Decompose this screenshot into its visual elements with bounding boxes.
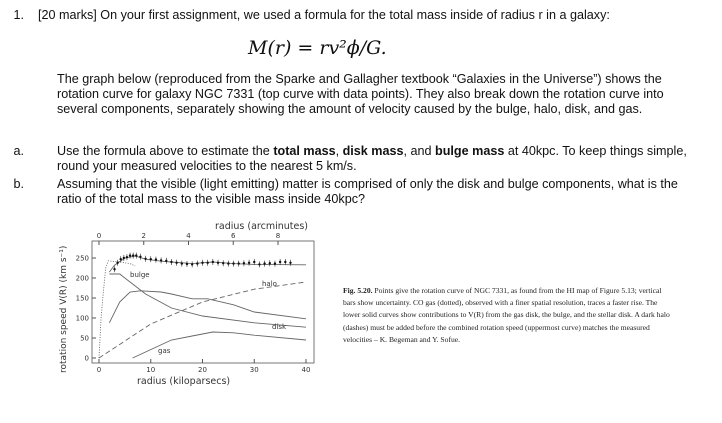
label-disk: disk (272, 323, 287, 331)
data-point (139, 256, 141, 258)
y-tick-label: 150 (75, 294, 89, 303)
x2-axis-label: radius (arcminutes) (215, 221, 308, 232)
data-point (144, 258, 146, 260)
curve-halo (99, 282, 306, 358)
y-tick-label: 0 (84, 354, 89, 363)
data-point (243, 262, 245, 264)
data-point (113, 268, 115, 270)
question-label: b. (13, 177, 24, 191)
data-point (258, 263, 260, 265)
data-point (274, 262, 276, 264)
question-text: [20 marks] On your first assignment, we used a formula for the total mass inside of radius r in a galaxy: (38, 8, 610, 22)
y-tick-label: 250 (75, 254, 89, 263)
x2-tick-label: 8 (275, 232, 281, 240)
data-point (155, 258, 157, 260)
x2-tick-label: 2 (141, 232, 146, 240)
data-point (126, 256, 128, 258)
x2-tick-label: 6 (231, 232, 236, 240)
mass-equation: M(r) = rv²ϕ/G. (248, 37, 387, 59)
data-point (196, 262, 198, 264)
intro-paragraph: The graph below (reproduced from the Sparke and Gallagher textbook “Galaxies in the Universe”) shows the rotation curve for galaxy NGC 7331 (top curve with data points). They also break down the rotation curve into several components, separately showing the amount of velocity caused by the bulge, halo, disk, and gas. (57, 72, 664, 116)
y-tick-label: 200 (75, 274, 89, 283)
data-point (135, 254, 137, 256)
data-point (191, 263, 193, 265)
data-point (165, 260, 167, 262)
data-point (181, 262, 183, 264)
y-tick-label: 50 (80, 334, 89, 343)
x2-tick-label: 4 (186, 232, 191, 240)
data-point (263, 262, 265, 264)
figure-caption: Fig. 5.20. Points give the rotation curve of NGC 7331, as found from the HI map of Figure 5.13; vertical bars show uncertainty. CO gas (dotted), observed with a finer spatial resolution, traces a faster rise. The lower solid curves show contributions to V(R) from the gas disk, the bulge, and the stellar disk. A dark halo (dashes) must be added before the combined rotation speed (uppermost curve) matches the measured velocities – K. Begeman and Y. Sofue. (343, 286, 670, 344)
data-point (206, 262, 208, 264)
x-tick-label: 20 (198, 366, 207, 374)
data-point (116, 262, 118, 264)
data-point (132, 254, 134, 256)
label-halo: halo (262, 280, 277, 288)
y-axis-label: rotation speed V(R) (km s⁻¹) (59, 245, 69, 373)
data-point (248, 262, 250, 264)
x-tick-label: 10 (146, 366, 156, 374)
data-point (284, 261, 286, 263)
plot-frame (92, 241, 314, 363)
data-point (201, 262, 203, 264)
question-number: 1. (13, 8, 24, 22)
data-point (222, 262, 224, 264)
data-point (160, 259, 162, 261)
x-tick-label: 40 (301, 366, 311, 374)
data-point (279, 261, 281, 263)
data-point (269, 262, 271, 264)
data-point (170, 261, 172, 263)
x-tick-label: 30 (249, 366, 259, 374)
question-label: a. (13, 144, 24, 158)
data-point (253, 261, 255, 263)
x-axis-label: radius (kiloparsecs) (137, 376, 231, 387)
data-point (120, 258, 122, 260)
curve-disk (109, 291, 306, 323)
data-point (129, 254, 131, 256)
label-bulge: bulge (130, 271, 150, 279)
data-point (289, 262, 291, 264)
data-point (232, 262, 234, 264)
data-point (150, 258, 152, 260)
data-point (123, 257, 125, 259)
data-point (238, 262, 240, 264)
x2-tick-label: 0 (96, 232, 102, 240)
x-tick-label: 0 (96, 366, 102, 374)
data-point (212, 261, 214, 263)
data-point (175, 262, 177, 264)
data-point (186, 263, 188, 265)
label-gas: gas (158, 347, 171, 355)
rotation-curve-chart (0, 215, 330, 415)
y-tick-label: 100 (75, 314, 89, 323)
data-point (217, 262, 219, 264)
data-point (227, 262, 229, 264)
